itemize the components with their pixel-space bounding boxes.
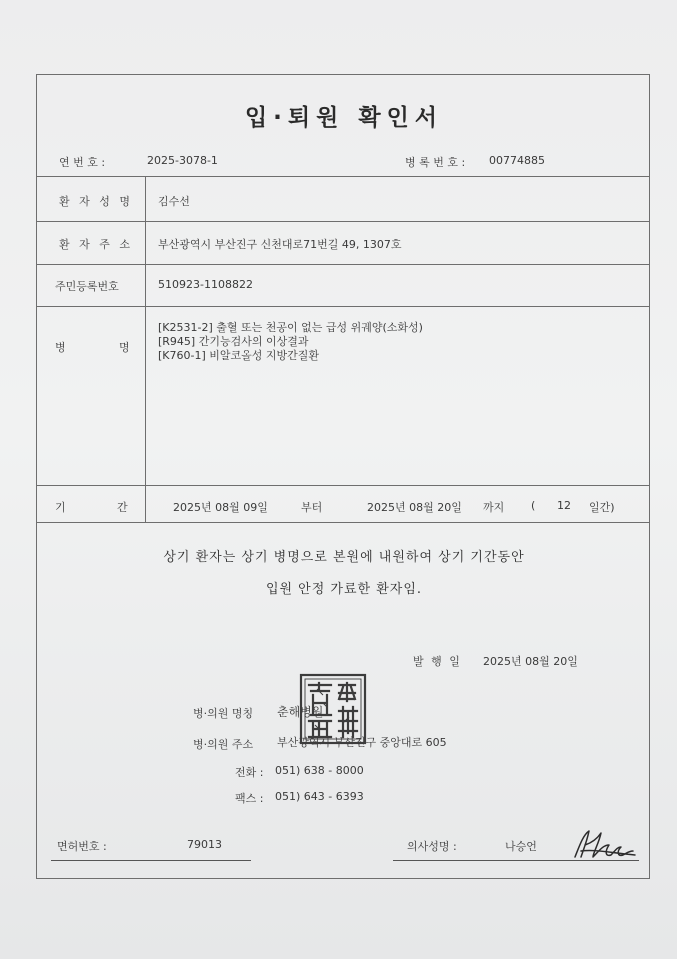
serial-number-value: 2025-3078-1: [147, 154, 218, 167]
diagnosis-label-2: 명: [119, 341, 130, 354]
period-label-2: 간: [117, 501, 128, 514]
period-label-1: 기: [55, 501, 66, 514]
patient-name-label: 환 자 성 명: [59, 195, 133, 208]
table-column-divider: [145, 176, 146, 522]
patient-address-label: 환 자 주 소: [59, 238, 133, 251]
issue-date-label: 발 행 일: [413, 655, 462, 668]
hospital-phone-value: 051) 638 - 8000: [275, 764, 364, 777]
hospital-name-value: 춘해병원: [277, 705, 324, 719]
patient-name-value: 김수선: [158, 195, 190, 208]
hospital-phone-label: 전화 :: [235, 766, 264, 779]
hospital-address-value: 부산광역시 부산진구 중앙대로 605: [277, 736, 447, 749]
period-end-date: 2025년 08월 20일: [367, 501, 462, 514]
period-paren-open: (: [531, 499, 536, 512]
record-number-value: 00774885: [489, 154, 545, 167]
table-row-divider: [37, 485, 649, 486]
table-border-top: [37, 176, 649, 177]
hospital-seal-stamp: [299, 673, 367, 745]
record-number-label: 병 록 번 호 :: [405, 156, 466, 169]
license-number-value: 79013: [187, 838, 222, 851]
hospital-address-label: 병·의원 주소: [193, 738, 254, 751]
hospital-fax-label: 팩스 :: [235, 792, 264, 805]
period-from-text: 부터: [301, 501, 323, 514]
hospital-name-label: 병·의원 명칭: [193, 707, 254, 720]
statement-line-1: 상기 환자는 상기 병명으로 본원에 내원하여 상기 기간동안: [163, 550, 525, 565]
diagnosis-item: [R945] 간기능검사의 이상결과: [158, 335, 309, 348]
table-row-divider: [37, 306, 649, 307]
diagnosis-item: [K2531-2] 출혈 또는 천공이 없는 급성 위궤양(소화성): [158, 321, 423, 334]
table-row-divider: [37, 221, 649, 222]
license-number-label: 면허번호 :: [57, 840, 107, 853]
patient-address-value: 부산광역시 부산진구 신천대로71번길 49, 1307호: [158, 238, 402, 251]
issue-date-value: 2025년 08월 20일: [483, 655, 578, 668]
rrn-label: 주민등록번호: [55, 280, 119, 293]
period-days-unit: 일간): [589, 501, 615, 514]
license-underline: [51, 860, 251, 861]
rrn-value: 510923-1108822: [158, 278, 253, 291]
doctor-signature: [571, 827, 639, 863]
statement-line-2: 입원 안정 가료한 환자임.: [265, 582, 423, 597]
diagnosis-label-1: 병: [55, 341, 66, 354]
period-start-date: 2025년 08월 09일: [173, 501, 268, 514]
diagnosis-item: [K760-1] 비알코올성 지방간질환: [158, 349, 320, 362]
serial-number-label: 연 번 호 :: [59, 156, 106, 169]
doctor-name-label: 의사성명 :: [407, 840, 457, 853]
period-days-value: 12: [557, 499, 571, 512]
period-until-text: 까지: [483, 501, 505, 514]
table-border-bottom: [37, 522, 649, 523]
doctor-name-value: 나승언: [505, 840, 537, 853]
document-title: 입·퇴원 확인서: [244, 105, 444, 131]
hospital-fax-value: 051) 643 - 6393: [275, 790, 364, 803]
table-row-divider: [37, 264, 649, 265]
certificate-frame: [36, 74, 650, 879]
